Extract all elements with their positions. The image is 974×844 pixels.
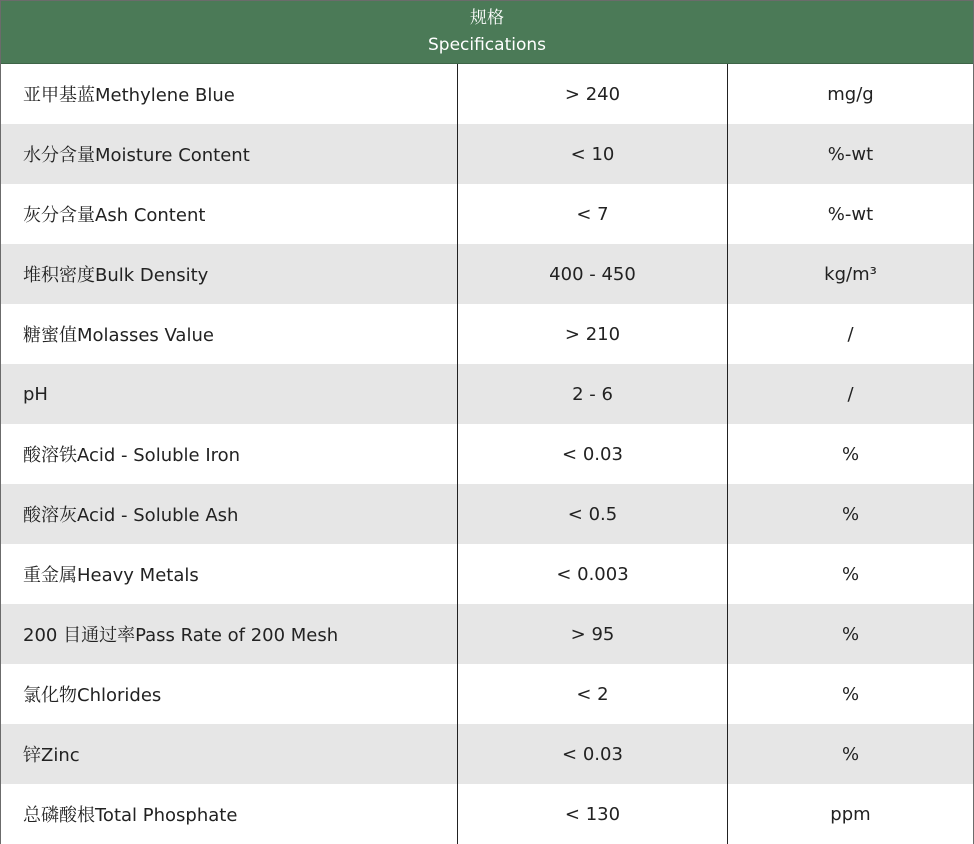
spec-value-cell: < 10	[458, 124, 728, 184]
spec-unit-cell: %	[841, 443, 860, 465]
spec-value-cell: 2 - 6	[458, 364, 728, 424]
table-row	[1, 724, 973, 784]
spec-unit-cell: %	[841, 743, 860, 765]
table-row	[1, 604, 973, 664]
table-row	[1, 364, 973, 424]
table-row	[1, 544, 973, 604]
spec-unit-cell: %	[841, 623, 860, 645]
spec-value-cell: > 210	[458, 304, 728, 364]
spec-unit-cell: %	[841, 683, 860, 705]
spec-name-cell: pH	[1, 364, 458, 424]
spec-unit-cell: kg/m³	[824, 263, 877, 285]
table-row	[1, 784, 973, 844]
spec-unit-cell: /	[847, 323, 854, 345]
spec-value-cell: < 0.03	[458, 424, 728, 484]
spec-name-cell: 水分含量Moisture Content	[1, 124, 458, 184]
spec-unit-cell: %	[841, 563, 860, 585]
table-row	[1, 124, 973, 184]
spec-name-cell: 酸溶铁Acid - Soluble Iron	[1, 424, 458, 484]
spec-value-cell: < 0.03	[458, 724, 728, 784]
spec-value-cell: > 240	[458, 64, 728, 124]
header-title-en: Specifications	[427, 35, 546, 55]
spec-value-cell: < 130	[458, 784, 728, 844]
spec-name-cell: 灰分含量Ash Content	[1, 184, 458, 244]
spec-name-cell: 200 目通过率Pass Rate of 200 Mesh	[1, 604, 458, 664]
table-row	[1, 484, 973, 544]
spec-value-cell: > 95	[458, 604, 728, 664]
spec-name-cell: 锌Zinc	[1, 724, 458, 784]
spec-unit-cell: /	[847, 383, 854, 405]
spec-unit-cell: %	[841, 503, 860, 525]
spec-name-cell: 酸溶灰Acid - Soluble Ash	[1, 484, 458, 544]
table-body	[1, 64, 973, 844]
spec-value-cell: < 7	[458, 184, 728, 244]
spec-name-cell: 氯化物Chlorides	[1, 664, 458, 724]
table-row	[1, 64, 973, 124]
spec-unit-cell: %-wt	[827, 203, 874, 225]
spec-value-cell: 400 - 450	[458, 244, 728, 304]
spec-name-cell: 总磷酸根Total Phosphate	[1, 784, 458, 844]
spec-value-cell: < 2	[458, 664, 728, 724]
table-row	[1, 664, 973, 724]
spec-name-cell: 亚甲基蓝Methylene Blue	[1, 64, 458, 124]
header-title-cn: 规格	[470, 8, 504, 28]
table-row	[1, 184, 973, 244]
spec-value-cell: < 0.003	[458, 544, 728, 604]
spec-value-cell: < 0.5	[458, 484, 728, 544]
table-header	[1, 1, 973, 64]
spec-unit-cell: ppm	[830, 803, 871, 825]
spec-name-cell: 堆积密度Bulk Density	[1, 244, 458, 304]
table-row	[1, 304, 973, 364]
spec-name-cell: 糖蜜值Molasses Value	[1, 304, 458, 364]
table-row	[1, 424, 973, 484]
spec-unit-cell: %-wt	[827, 143, 874, 165]
table-row	[1, 244, 973, 304]
spec-unit-cell: mg/g	[827, 83, 874, 105]
spec-name-cell: 重金属Heavy Metals	[1, 544, 458, 604]
